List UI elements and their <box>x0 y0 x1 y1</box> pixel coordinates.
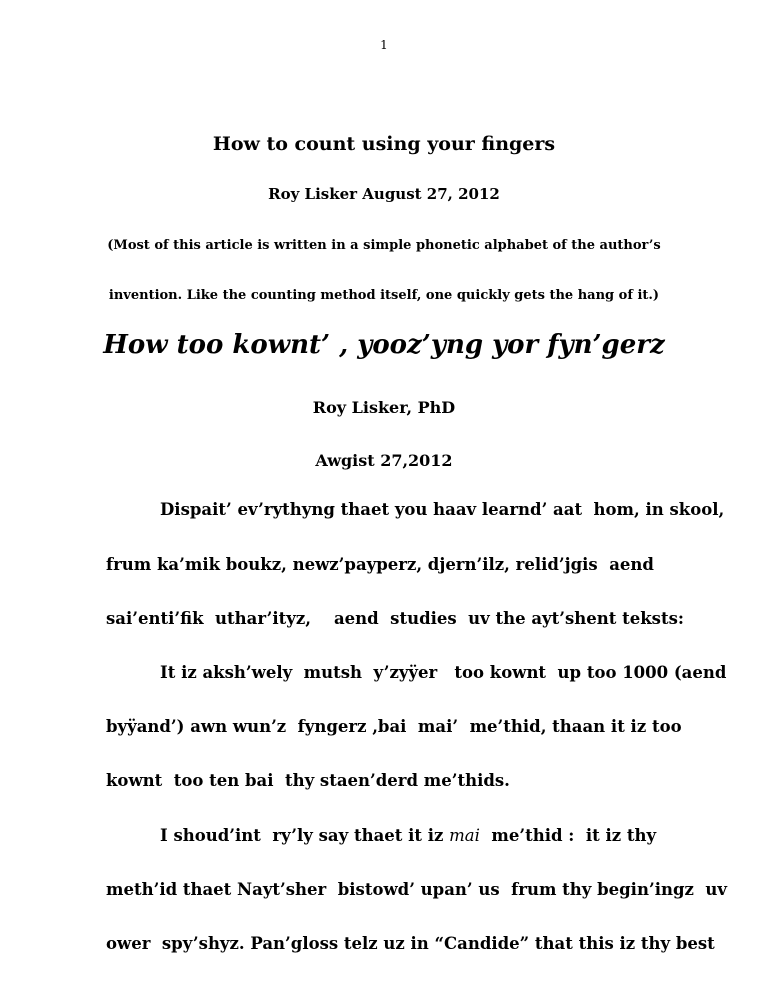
author-date-line: Roy Lisker August 27, 2012 <box>268 185 500 203</box>
body-paragraph-line: Dispait’ ev’rythyng thaet you haav learnd’ aat hom, in skool, <box>160 500 725 519</box>
italic-emphasis: mai <box>449 826 480 845</box>
body-paragraph-line: kownt too ten bai thy staen’derd me’thids. <box>106 771 510 790</box>
author-note-line-2: invention. Like the counting method itself, one quickly gets the hang of it.) <box>108 288 660 303</box>
body-paragraph-line: byÿand’) awn wun’z fyngerz ,bai mai’ me’thid, thaan it iz too <box>106 717 682 736</box>
phonetic-author: Roy Lisker, PhD <box>312 398 456 417</box>
body-paragraph-line: It iz aksh’wely mutsh y’zyÿer too kownt up too 1000 (aend <box>160 663 727 682</box>
document-title: How to count using your fingers <box>212 133 556 155</box>
page-number: 1 <box>380 38 388 52</box>
body-paragraph-line: ower spy’shyz. Pan’gloss telz uz in “Candide” that this iz thy best <box>106 934 715 953</box>
body-paragraph-line: sai’enti’fik uthar’ityz, aend studies uv the ayt’shent teksts: <box>106 609 684 628</box>
phonetic-date: Awgist 27,2012 <box>315 451 453 470</box>
body-paragraph-line <box>160 826 656 845</box>
author-note-line-1: (Most of this article is written in a simple phonetic alphabet of the author’s <box>107 238 661 253</box>
phonetic-title: How too kownt’ , yooz’yng yor fyn’gerz <box>103 330 665 360</box>
body-paragraph-line: meth’id thaet Nayt’sher bistowd’ upan’ us frum thy begin’ingz uv <box>106 880 727 899</box>
body-text-segment: I shoud’int ry’ly say thaet it iz <box>160 826 450 845</box>
body-text-segment: me’thid : it iz thy <box>479 826 657 845</box>
body-paragraph-line: frum ka’mik boukz, newz’payperz, djern’ilz, relid’jgis aend <box>106 555 654 574</box>
